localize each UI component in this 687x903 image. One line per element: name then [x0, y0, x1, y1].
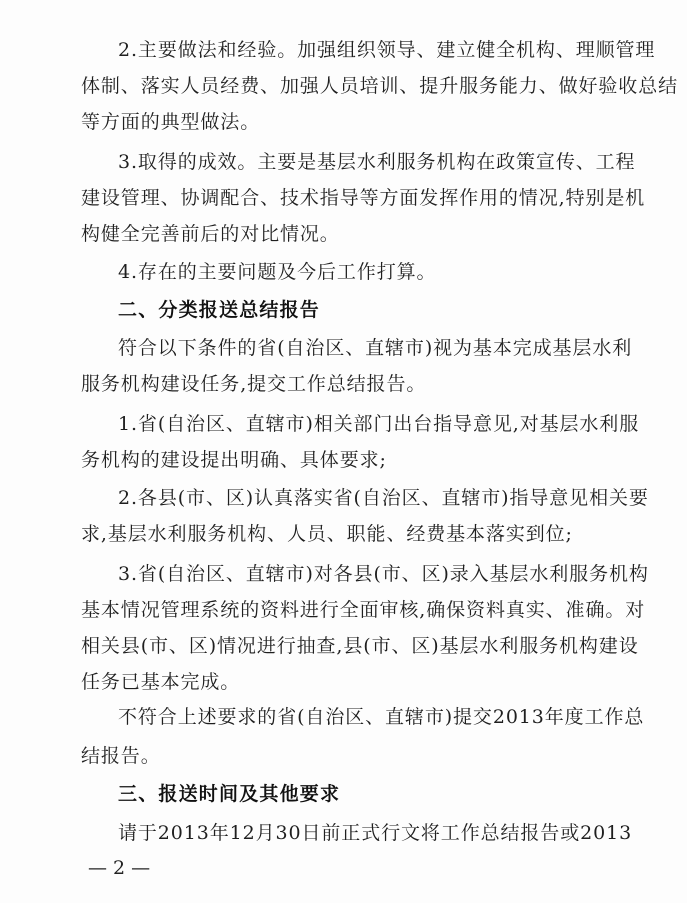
text-line: 1.省(自治区、直辖市)相关部门出台指导意见,对基层水利服 [118, 413, 640, 435]
text-line: 不符合上述要求的省(自治区、直辖市)提交2013年度工作总 [118, 706, 645, 728]
text-line: 构健全完善前后的对比情况。 [81, 223, 340, 245]
text-line: 符合以下条件的省(自治区、直辖市)视为基本完成基层水利 [118, 337, 633, 359]
text-line: 请于2013年12月30日前正式行文将工作总结报告或2013 [118, 822, 633, 844]
text-line: 等方面的典型做法。 [81, 111, 261, 133]
page-number: — 2 — [88, 857, 151, 879]
text-line: 体制、落实人员经费、加强人员培训、提升服务能力、做好验收总结 [81, 75, 679, 97]
text-line: 2.各县(市、区)认真落实省(自治区、直辖市)指导意见相关要 [118, 487, 649, 509]
text-line: 3.取得的成效。主要是基层水利服务机构在政策宣传、工程 [118, 151, 636, 173]
text-line: 建设管理、协调配合、技术指导等方面发挥作用的情况,特别是机 [81, 187, 646, 209]
text-line: 求,基层水利服务机构、人员、职能、经费基本落实到位; [81, 523, 573, 545]
text-line: 相关县(市、区)情况进行抽查,县(市、区)基层水利服务机构建设 [81, 635, 639, 657]
section-heading: 二、分类报送总结报告 [118, 299, 321, 321]
text-line: 务机构的建设提出明确、具体要求; [81, 449, 387, 471]
text-line: 任务已基本完成。 [81, 671, 241, 693]
text-line: 基本情况管理系统的资料进行全面审核,确保资料真实、准确。对 [81, 599, 646, 621]
text-line: 4.存在的主要问题及今后工作打算。 [118, 261, 437, 283]
text-line: 结报告。 [81, 745, 161, 767]
section-heading: 三、报送时间及其他要求 [118, 783, 341, 805]
text-line: 2.主要做法和经验。加强组织领导、建立健全机构、理顺管理 [118, 39, 656, 61]
text-line: 3.省(自治区、直辖市)对各县(市、区)录入基层水利服务机构 [118, 563, 649, 585]
text-line: 服务机构建设任务,提交工作总结报告。 [81, 373, 427, 395]
